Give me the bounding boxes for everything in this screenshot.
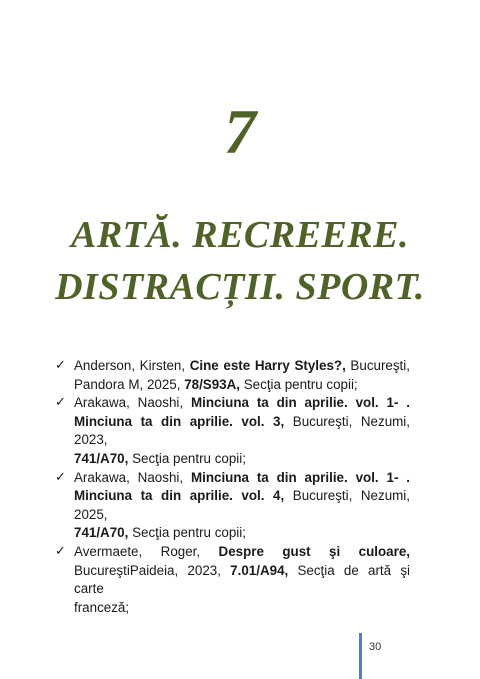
entry-text: Bucureşti, [345,358,410,373]
entry-bold-text: 78/S93A, [184,376,241,392]
bibliography-entry [52,394,410,468]
page-number: 30 [369,641,382,653]
bibliography-list [52,357,410,617]
chapter-number: 7 [224,96,256,167]
entry-line [74,469,410,488]
checkmark-icon: ✓ [55,469,66,485]
entry-text: BucureştiPaideia, 2023, [74,562,231,578]
entry-bold-text: 7.01/A94, [230,562,289,578]
entry-text: Bucureşti, Nezumi, 2025, [74,488,410,522]
entry-line [74,357,410,376]
bibliography-entry [52,543,410,617]
entry-line [74,376,410,395]
page-number-bar [359,633,362,679]
entry-bold-text: 741/A70, [74,525,129,541]
entry-text: Secţia pentru copii; [128,525,246,541]
entry-line [74,543,410,562]
entry-line [74,599,410,618]
entry-text: Bucureşti, Nezumi, 2023, [74,413,410,448]
entry-text: Secţia de artă şi carte [74,562,410,597]
entry-bold-text: Minciuna ta din aprilie. vol. 1- . [190,469,410,485]
bibliography-entry [52,469,410,543]
chapter-title-line-2: DISTRACȚII. SPORT. [55,266,425,308]
entry-line [74,394,410,413]
checkmark-icon: ✓ [55,543,66,559]
entry-bold-text: Cine este Harry Styles?, [189,358,346,373]
chapter-title-line-1: ARTĂ. RECREERE. [70,214,409,256]
entry-text: Arakawa, Naoshi, [74,469,191,485]
entry-bold-text: 741/A70, [74,450,129,466]
entry-text: Arakawa, Naoshi, [74,395,191,411]
entry-line [74,562,410,599]
entry-line [74,450,410,469]
entry-line [74,524,410,543]
entry-text: franceză; [74,599,130,615]
entry-text: Pandora M, 2025, [74,376,185,392]
entry-text: Secţia pentru copii; [128,450,246,466]
entry-line [74,413,410,450]
entry-bold-text: Minciuna ta din aprilie. vol. 3, [74,413,285,429]
checkmark-icon: ✓ [55,358,66,373]
entry-line [74,487,410,524]
entry-bold-text: Minciuna ta din aprilie. vol. 4, [74,488,285,504]
entry-bold-text: Despre gust şi culoare, [218,543,410,559]
checkmark-icon: ✓ [55,395,66,411]
entry-text: Anderson, Kirsten, [74,358,190,373]
bibliography-entry [52,357,410,394]
entry-text: Secţia pentru copii; [240,376,358,392]
entry-text: Avermaete, Roger, [74,543,219,559]
entry-bold-text: Minciuna ta din aprilie. vol. 1- . [190,395,410,411]
